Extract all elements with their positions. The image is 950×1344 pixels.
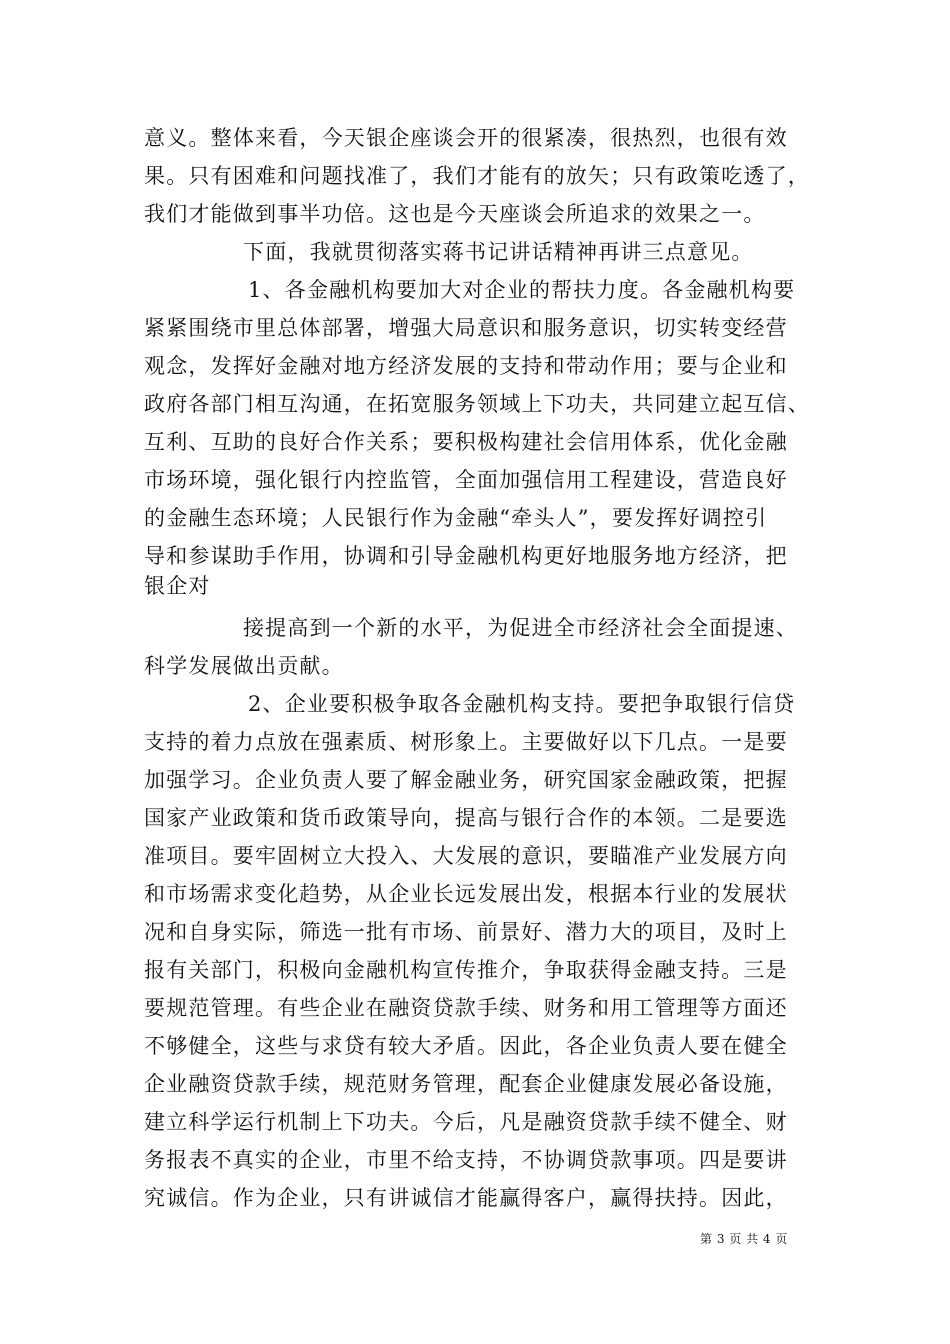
text-line: 科学发展做出贡献。: [144, 654, 344, 678]
text-line: 的金融生态环境；人民银行作为金融“牵头人”，要发挥好调控引: [144, 506, 768, 530]
text-line: 紧紧围绕市里总体部署，增强大局意识和服务意识，切实转变经营: [144, 316, 788, 340]
text-line: 市场环境，强化银行内控监管，全面加强信用工程建设，营造良好: [144, 468, 788, 492]
text-line: 意义。整体来看，今天银企座谈会开的很紧凑，很热烈，也很有效: [144, 126, 788, 150]
text-line: 观念，发挥好金融对地方经济发展的支持和带动作用；要与企业和: [144, 354, 788, 378]
text-line: 建立科学运行机制上下功夫。今后，凡是融资贷款手续不健全、财: [144, 1110, 788, 1134]
text-line: 准项目。要牢固树立大投入、大发展的意识，要瞄准产业发展方向: [144, 844, 788, 868]
text-line: 我们才能做到事半功倍。这也是今天座谈会所追求的效果之一。: [144, 202, 766, 226]
text-line: 银企对: [144, 574, 211, 598]
text-line: 不够健全，这些与求贷有较大矛盾。因此，各企业负责人要在健全: [144, 1034, 788, 1058]
text-line: 究诚信。作为企业，只有讲诚信才能赢得客户，赢得扶持。因此，: [144, 1186, 788, 1210]
text-line: 和市场需求变化趋势，从企业长远发展出发，根据本行业的发展状: [144, 882, 788, 906]
text-line: 接提高到一个新的水平，为促进全市经济社会全面提速、: [243, 616, 798, 640]
page-number: 第 3 页 共 4 页: [700, 1232, 788, 1246]
text-line: 导和参谋助手作用，协调和引导金融机构更好地服务地方经济，把: [144, 544, 788, 568]
text-line: 下面，我就贯彻落实蒋书记讲话精神再讲三点意见。: [243, 240, 754, 264]
text-line: 务报表不真实的企业，市里不给支持，不协调贷款事项。四是要讲: [144, 1148, 788, 1172]
text-line: 况和自身实际，筛选一批有市场、前景好、潜力大的项目，及时上: [144, 920, 788, 944]
text-line: 国家产业政策和货币政策导向，提高与银行合作的本领。二是要选: [144, 806, 788, 830]
text-line: 政府各部门相互沟通，在拓宽服务领域上下功夫，共同建立起互信、: [144, 392, 810, 416]
text-line: 要规范管理。有些企业在融资贷款手续、财务和用工管理等方面还: [144, 996, 788, 1020]
text-line: 报有关部门，积极向金融机构宣传推介，争取获得金融支持。三是: [144, 958, 788, 982]
text-line: 企业融资贷款手续，规范财务管理，配套企业健康发展必备设施，: [144, 1072, 788, 1096]
text-line: 2、企业要积极争取各金融机构支持。要把争取银行信贷: [248, 692, 796, 716]
text-line: 互利、互助的良好合作关系；要积极构建社会信用体系，优化金融: [144, 430, 788, 454]
text-line: 支持的着力点放在强素质、树形象上。主要做好以下几点。一是要: [144, 730, 788, 754]
text-line: 加强学习。企业负责人要了解金融业务，研究国家金融政策，把握: [144, 768, 788, 792]
text-line: 果。只有困难和问题找准了，我们才能有的放矢；只有政策吃透了，: [144, 164, 810, 188]
text-line: 1、各金融机构要加大对企业的帮扶力度。各金融机构要: [248, 278, 796, 302]
